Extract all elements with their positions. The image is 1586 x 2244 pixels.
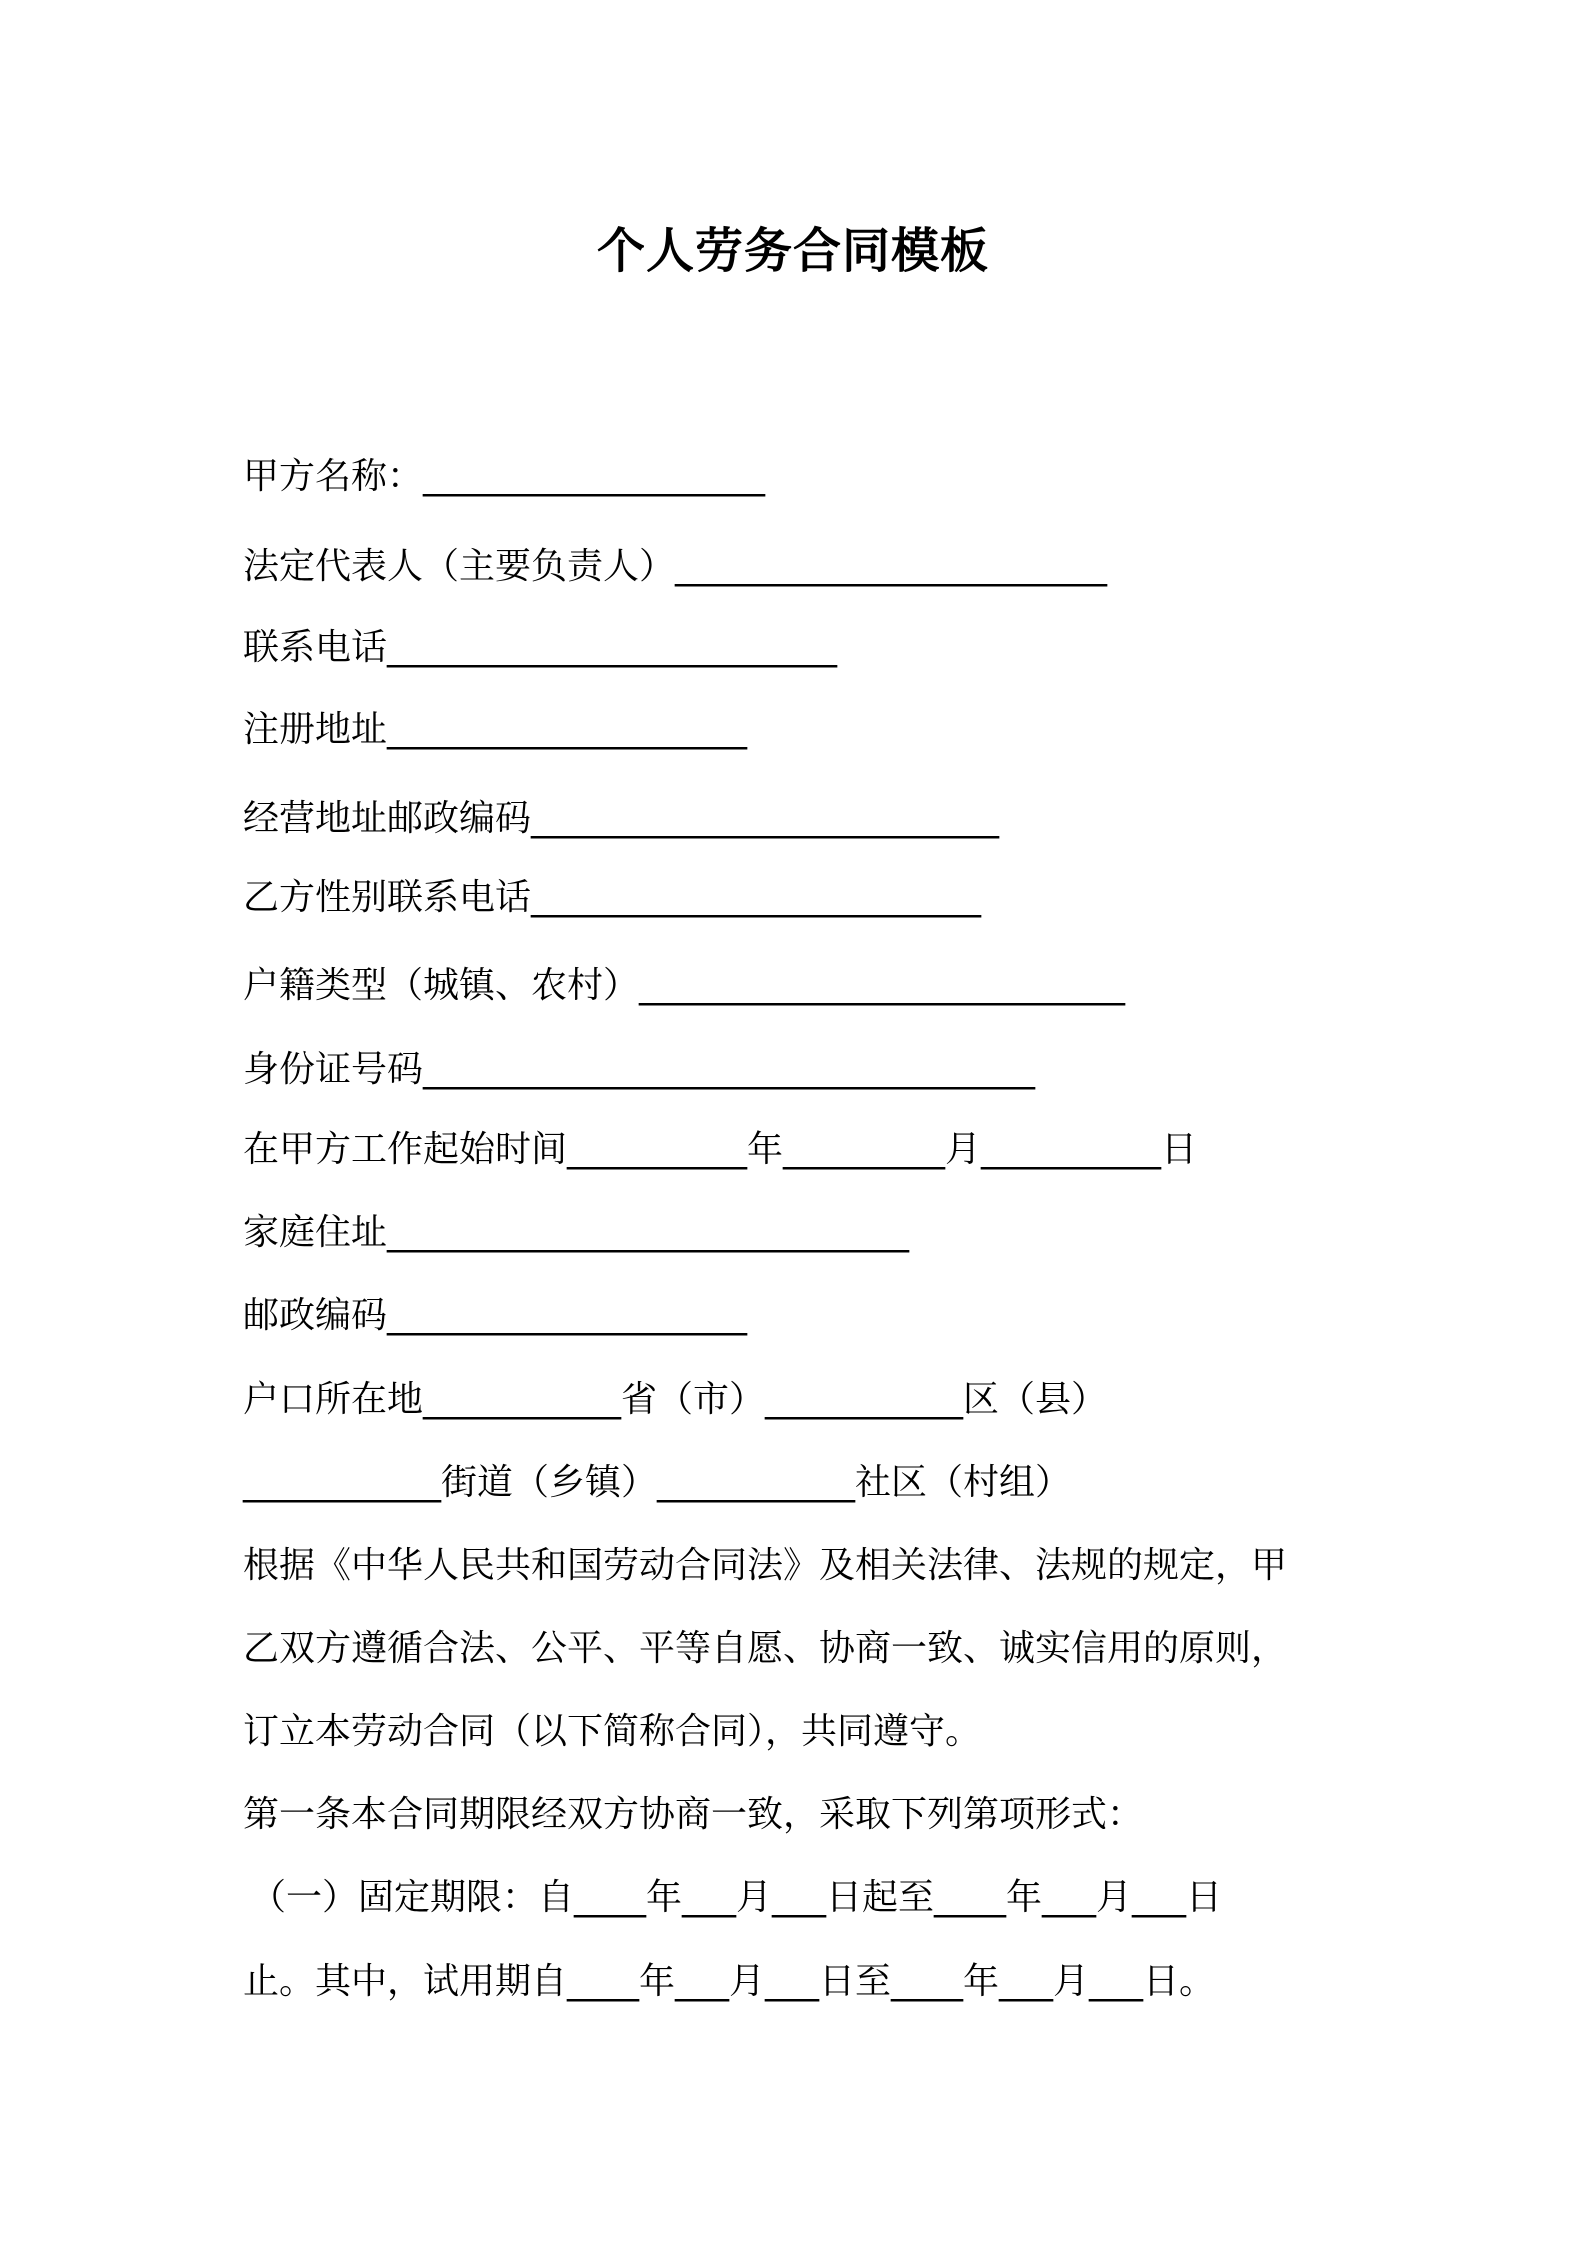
fixed-term-line-2: 止。其中，试用期自____年___月___日至____年___月___日。	[243, 1961, 1216, 2002]
document-title: 个人劳务合同模板	[596, 223, 989, 279]
home-address-line: 家庭住址_____________________________	[243, 1212, 910, 1253]
party-b-gender-phone-line: 乙方性别联系电话_________________________	[243, 877, 982, 918]
id-number-line: 身份证号码__________________________________	[243, 1049, 1036, 1090]
preamble-line-2: 乙双方遵循合法、公平、平等自愿、协商一致、诚实信用的原则，	[243, 1628, 1288, 1669]
party-a-name-line: 甲方名称：___________________	[243, 456, 766, 497]
business-address-postcode-line: 经营地址邮政编码__________________________	[243, 798, 1000, 839]
start-date-line: 在甲方工作起始时间__________年_________月__________日	[243, 1129, 1198, 1170]
party-a-phone-line: 联系电话_________________________	[243, 627, 838, 668]
registered-address-line: 注册地址____________________	[243, 709, 748, 750]
household-type-line: 户籍类型（城镇、农村）___________________________	[243, 965, 1126, 1006]
household-registration-line: 户口所在地___________省（市）___________区（县）	[243, 1379, 1108, 1420]
street-community-line: ___________街道（乡镇）___________社区（村组）	[243, 1462, 1072, 1503]
article-one-heading: 第一条本合同期限经双方协商一致，采取下列第项形式：	[243, 1794, 1144, 1835]
fixed-term-line-1: （一）固定期限：自____年___月___日起至____年___月___日	[250, 1877, 1223, 1918]
postcode-line: 邮政编码____________________	[243, 1295, 748, 1336]
preamble-line-1: 根据《中华人民共和国劳动合同法》及相关法律、法规的规定，甲	[243, 1545, 1288, 1586]
legal-representative-line: 法定代表人（主要负责人）________________________	[243, 546, 1108, 587]
preamble-line-3: 订立本劳动合同（以下简称合同），共同遵守。	[243, 1711, 982, 1752]
